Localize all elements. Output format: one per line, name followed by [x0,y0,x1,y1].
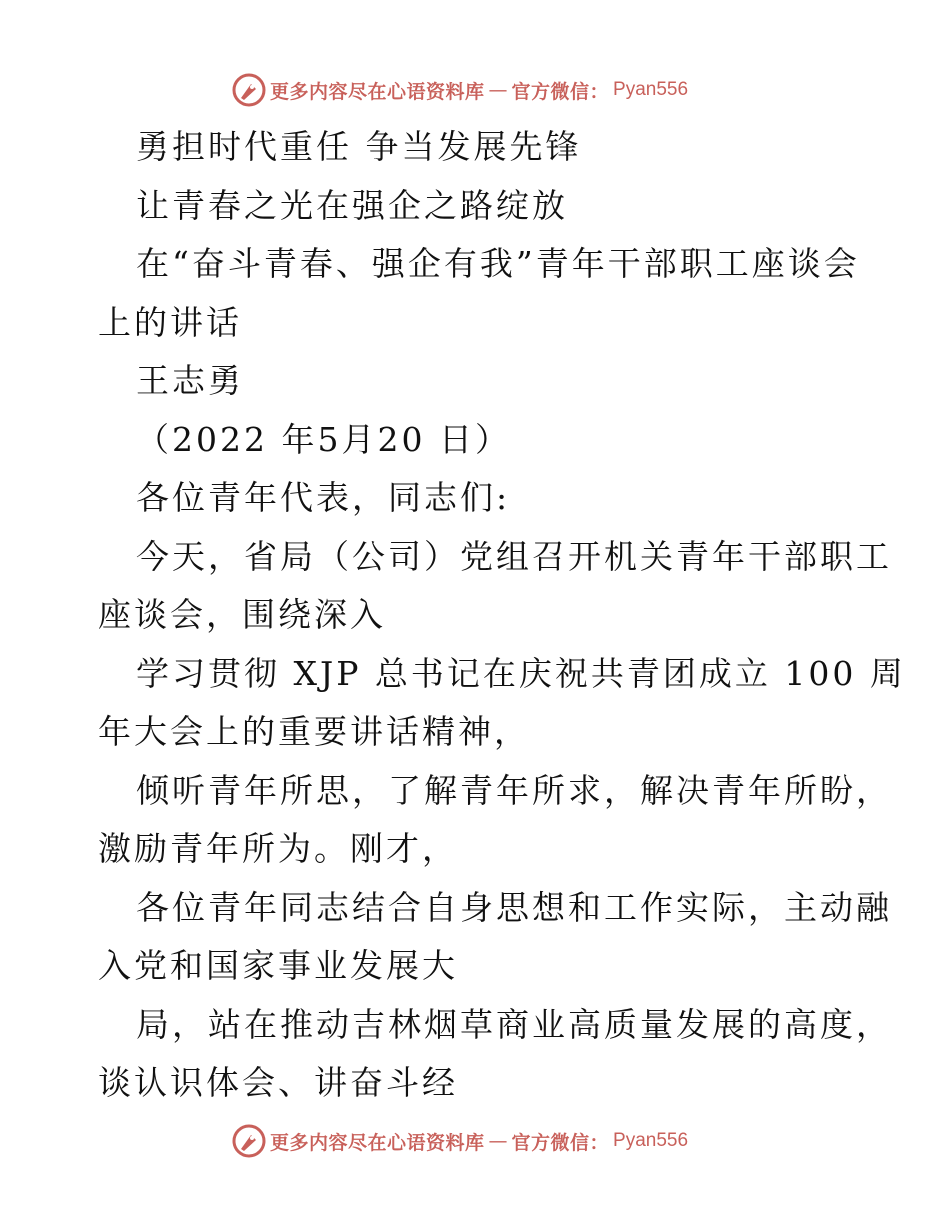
watermark-official-label: 官方微信： [511,1131,610,1154]
paragraph-line: 各位青年同志结合自身思想和工作实际，主动融 [136,887,892,927]
title-line-2: 让青春之光在强企之路绽放 [136,185,568,225]
paragraph-line: 今天，省局（公司）党组召开机关青年干部职工 [136,536,892,576]
author-name: 王志勇 [136,361,244,400]
watermark-dash: — [488,79,508,101]
subtitle-line-1: 在“奋斗青春、强企有我”青年干部职工座谈会 [136,244,860,283]
salutation: 各位青年代表，同志们: [136,478,511,517]
subtitle-line-2: 上的讲话 [98,302,242,342]
watermark-text: 更多内容尽在心语资料库 [270,80,485,103]
paragraph-line: 入党和国家事业发展大 [98,946,458,985]
paragraph-line: 学习贯彻 XJP 总书记在庆祝共青团成立 100 周 [136,653,906,693]
pen-nib-logo-icon [232,1124,266,1158]
watermark-official-label: 官方微信： [511,80,610,103]
paragraph-line: 激励青年所为。刚才， [98,829,458,868]
footer-watermark [232,1122,688,1160]
watermark-dash: — [488,1130,508,1152]
paragraph-line: 倾听青年所思，了解青年所求，解决青年所盼， [136,770,892,810]
speech-date: （2022 年5月20 日） [136,419,511,459]
paragraph-line: 年大会上的重要讲话精神， [98,712,530,751]
watermark-wechat-id: Pyan556 [613,1130,689,1151]
pen-nib-logo-icon [232,73,266,107]
header-watermark [232,71,688,109]
paragraph-line: 谈认识体会、讲奋斗经 [98,1063,458,1102]
paragraph-line: 座谈会，围绕深入 [98,595,386,634]
watermark-text: 更多内容尽在心语资料库 [270,1131,485,1154]
document-body [98,118,906,1113]
paragraph-line: 局，站在推动吉林烟草商业高质量发展的高度， [136,1004,892,1044]
title-line-1: 勇担时代重任 争当发展先锋 [136,127,582,166]
watermark-wechat-id: Pyan556 [613,79,689,100]
